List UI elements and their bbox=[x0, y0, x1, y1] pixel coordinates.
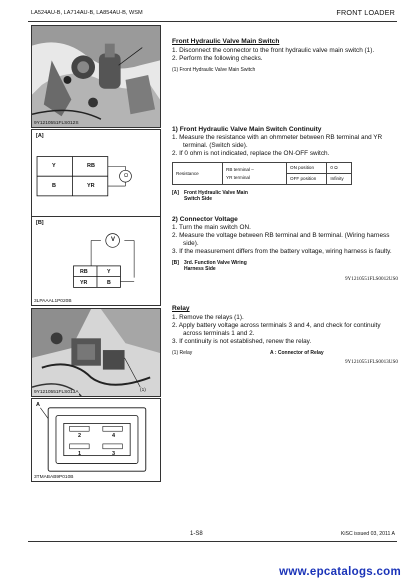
resistance-table bbox=[172, 162, 352, 185]
terminal-pair bbox=[223, 163, 287, 185]
figure-code: 9Y1210551FLS012S bbox=[34, 121, 79, 126]
header-section: FRONT LOADER bbox=[336, 8, 395, 17]
relay-terminal-3: 3 bbox=[112, 451, 116, 457]
section-connector-voltage bbox=[172, 216, 398, 283]
relay-callout: (1) bbox=[140, 388, 146, 393]
legend-text: 3rd. Function Valve Wiring Harness Side bbox=[184, 260, 247, 273]
header-models: LA524AU-B, LA714AU-B, LA854AU-B, WSM bbox=[31, 10, 143, 16]
relay-connector-diagram bbox=[32, 399, 160, 481]
terminal-b: B bbox=[107, 280, 111, 286]
step-2: 2. Apply battery voltage across terminals 3 and 4, and check for continuity across terminals 1 and 2. bbox=[172, 322, 381, 337]
legend-left: (1) Relay bbox=[172, 350, 193, 356]
figure-tag: A bbox=[36, 402, 40, 408]
figure-tag: [B] bbox=[36, 220, 44, 226]
terminal-rb: RB bbox=[87, 163, 95, 169]
off-position: OFF position bbox=[287, 174, 327, 185]
terminal-b: B bbox=[52, 183, 56, 189]
footer-rule bbox=[28, 541, 397, 542]
terminal-yr: YR bbox=[80, 280, 88, 286]
header-rule bbox=[28, 21, 397, 22]
issue-info: KiSC issued 03, 2011 A bbox=[340, 531, 395, 537]
figure-relay-connector bbox=[31, 398, 161, 482]
figure-tag: [A] bbox=[36, 133, 44, 139]
figure-legend: (1) Front Hydraulic Valve Main Switch bbox=[172, 67, 256, 73]
figure-relay-photo bbox=[31, 308, 161, 397]
figure-legend bbox=[172, 350, 398, 356]
terminal-rb: RB bbox=[80, 269, 88, 275]
terminal-y: Y bbox=[52, 163, 56, 169]
figure-switch-photo bbox=[31, 25, 161, 128]
reference-code: 9Y1210551FLS0012US0 bbox=[344, 275, 398, 282]
figure-b-diagram bbox=[31, 216, 161, 306]
step-1: 1. Remove the relays (1). bbox=[172, 314, 244, 321]
step-1: 1. Disconnect the connector to the front hydraulic valve main switch (1). bbox=[172, 47, 375, 54]
section-title: 1) Front Hydraulic Valve Main Switch Continuity bbox=[172, 126, 322, 133]
step-3: 3. If continuity is not established, renew the relay. bbox=[172, 338, 312, 345]
relay-terminal-4: 4 bbox=[112, 433, 116, 439]
step-2: 2. Measure the voltage between RB terminal and B terminal. (Wiring harness side). bbox=[172, 232, 390, 247]
relay-photo-illustration bbox=[32, 309, 160, 396]
voltmeter-icon: V bbox=[111, 237, 116, 243]
switch-photo-illustration bbox=[32, 26, 160, 127]
step-3: 3. If the measurement differs from the battery voltage, wiring harness is faulty. bbox=[172, 248, 392, 255]
section-main-switch bbox=[172, 38, 398, 73]
figure-legend bbox=[172, 260, 398, 273]
watermark: www.epcatalogs.com bbox=[279, 566, 401, 578]
legend-right: A : Connector of Relay bbox=[270, 350, 324, 356]
legend-text: Front Hydraulic Valve Main Switch Side bbox=[184, 190, 248, 203]
on-position: ON position bbox=[287, 163, 327, 174]
harness-connector-diagram bbox=[32, 217, 160, 305]
figure-code: 3LPAAAL1P020B bbox=[34, 299, 72, 304]
terminal-line-1: RB terminal – bbox=[226, 166, 254, 172]
reference-code: 9Y1210551FLS0013US0 bbox=[344, 359, 398, 366]
step-2: 2. If 0 ohm is not indicated, replace the ON·OFF switch. bbox=[172, 150, 330, 157]
section-title: Front Hydraulic Valve Main Switch bbox=[172, 38, 280, 45]
section-title: Relay bbox=[172, 305, 190, 312]
resistance-label: Resistance bbox=[173, 163, 223, 185]
figure-code: 3TMABAB9P010B bbox=[34, 475, 74, 480]
step-1: 1. Measure the resistance with an ohmmeter between RB terminal and YR terminal. (Switch side). bbox=[172, 134, 383, 149]
page-number: 1-S8 bbox=[190, 531, 203, 537]
off-value: Infinity bbox=[327, 174, 352, 185]
terminal-yr: YR bbox=[87, 183, 95, 189]
section-continuity bbox=[172, 126, 398, 203]
legend-tag: [A] bbox=[172, 190, 179, 196]
step-2: 2. Perform the following checks. bbox=[172, 55, 263, 62]
step-1: 1. Turn the main switch ON. bbox=[172, 224, 251, 231]
relay-terminal-2: 2 bbox=[78, 433, 82, 439]
section-title: 2) Connector Voltage bbox=[172, 216, 238, 223]
section-relay bbox=[172, 305, 398, 366]
figure-legend bbox=[172, 190, 398, 203]
terminal-line-2: YR terminal bbox=[226, 174, 250, 180]
on-value: 0 Ω bbox=[327, 163, 352, 174]
figure-code: 9Y1210551FLS013A bbox=[34, 390, 79, 395]
ohmmeter-icon: Ω bbox=[124, 173, 129, 179]
relay-terminal-1: 1 bbox=[78, 451, 82, 457]
terminal-y: Y bbox=[107, 269, 111, 275]
legend-tag: [B] bbox=[172, 260, 179, 266]
